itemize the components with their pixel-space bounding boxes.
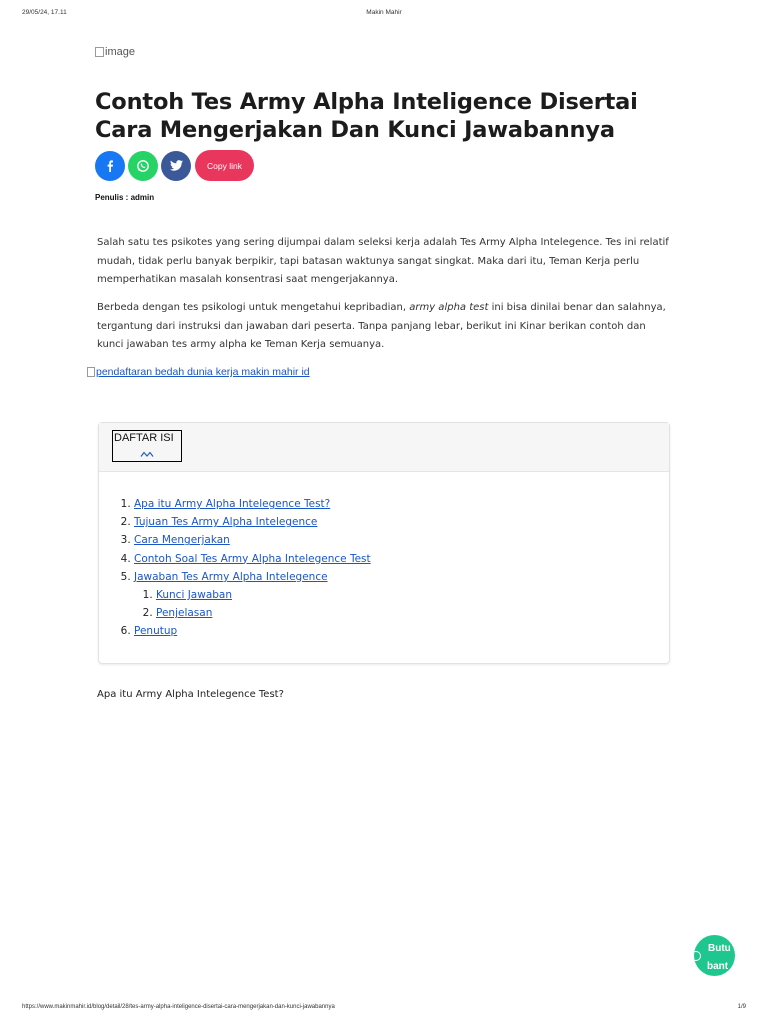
paragraph-emphasis: army alpha test	[409, 302, 489, 313]
toc-sublist	[134, 586, 371, 622]
toc-item	[134, 550, 371, 568]
broken-image-icon	[95, 47, 104, 57]
toc-link[interactable]: Penutup	[134, 625, 178, 638]
intro-paragraph: Salah satu tes psikotes yang sering dijumpai dalam seleksi kerja adalah Tes Army Alpha Intelegence. Tes ini relatif mudah, tidak perlu banyak berpikir, tapi batasan waktunya sangat singkat. Maka dari itu, Teman Kerja perlu memperhatikan masalah konsentrasi saat mengerjakannya.	[97, 237, 669, 285]
whatsapp-icon	[136, 159, 150, 173]
twitter-share-button[interactable]	[161, 151, 191, 181]
toc-toggle-label: DAFTAR ISI	[114, 432, 174, 444]
twitter-icon	[170, 160, 183, 171]
paragraph-text: Berbeda dengan tes psikologi untuk mengetahui kepribadian,	[97, 302, 410, 313]
toc-toggle-button[interactable]	[112, 430, 182, 462]
paragraph-text: ini bisa dinilai benar dan salahnya, tergantung dari instruksi dan jawaban dari peserta. Tanpa panjang lebar, berikut ini Kinar berikan contoh dan kunci jawaban tes army alpha ke Teman Kerja semuanya.	[97, 302, 666, 350]
print-page-number: 1/9	[737, 1004, 746, 1010]
copy-link-button[interactable]: Copy link	[195, 150, 254, 181]
banner-link-text[interactable]: pendaftaran bedah dunia kerja makin mahir id	[96, 366, 310, 378]
whatsapp-share-button[interactable]	[128, 151, 158, 181]
table-of-contents	[98, 422, 670, 664]
toc-link[interactable]: Cara Mengerjakan	[134, 534, 230, 547]
broken-image-icon	[87, 367, 95, 377]
share-bar	[95, 150, 254, 181]
toc-header	[99, 423, 669, 472]
toc-link[interactable]: Contoh Soal Tes Army Alpha Intelegence Test	[134, 552, 371, 565]
toc-item	[134, 568, 371, 623]
toc-subitem	[156, 604, 371, 622]
print-site-title: Makin Mahir	[366, 9, 402, 16]
print-url: https://www.makinmahir.id/blog/detail/28/tes-army-alpha-inteligence-disertai-cara-mengerjakan-dan-kunci-jawabannya	[22, 1004, 335, 1010]
toc-item	[134, 622, 371, 640]
toc-list	[119, 495, 371, 641]
toc-link[interactable]: Jawaban Tes Army Alpha Intelegence	[134, 570, 328, 583]
toc-item	[134, 513, 371, 531]
print-footer	[0, 1004, 768, 1016]
chat-help-button[interactable]	[694, 935, 735, 976]
toc-link[interactable]: Tujuan Tes Army Alpha Intelegence	[134, 516, 318, 529]
hero-image	[95, 46, 135, 58]
print-header	[0, 9, 768, 21]
chat-label-line1: Butu	[708, 943, 731, 954]
toc-item	[134, 531, 371, 549]
article-title: Contoh Tes Army Alpha Inteligence Disertai Cara Mengerjakan Dan Kunci Jawabannya	[95, 89, 638, 143]
toc-sublink[interactable]: Kunci Jawaban	[156, 589, 233, 602]
toc-subitem	[156, 586, 371, 604]
author: Penulis : admin	[95, 193, 155, 202]
chat-icon	[694, 951, 701, 961]
print-datetime: 29/05/24, 17.11	[22, 9, 67, 16]
chat-label-line2: bant	[707, 961, 729, 972]
toc-link[interactable]: Apa itu Army Alpha Intelegence Test?	[134, 498, 331, 510]
second-paragraph	[97, 299, 672, 355]
facebook-share-button[interactable]	[95, 151, 125, 181]
section-heading: Apa itu Army Alpha Intelegence Test?	[97, 689, 284, 700]
toc-sublink[interactable]: Penjelasan	[156, 607, 213, 620]
facebook-icon	[105, 160, 115, 172]
toc-item	[134, 495, 371, 513]
hero-image-alt: image	[105, 46, 135, 58]
chevron-up-icon	[140, 450, 154, 458]
banner-link[interactable]	[87, 366, 310, 378]
